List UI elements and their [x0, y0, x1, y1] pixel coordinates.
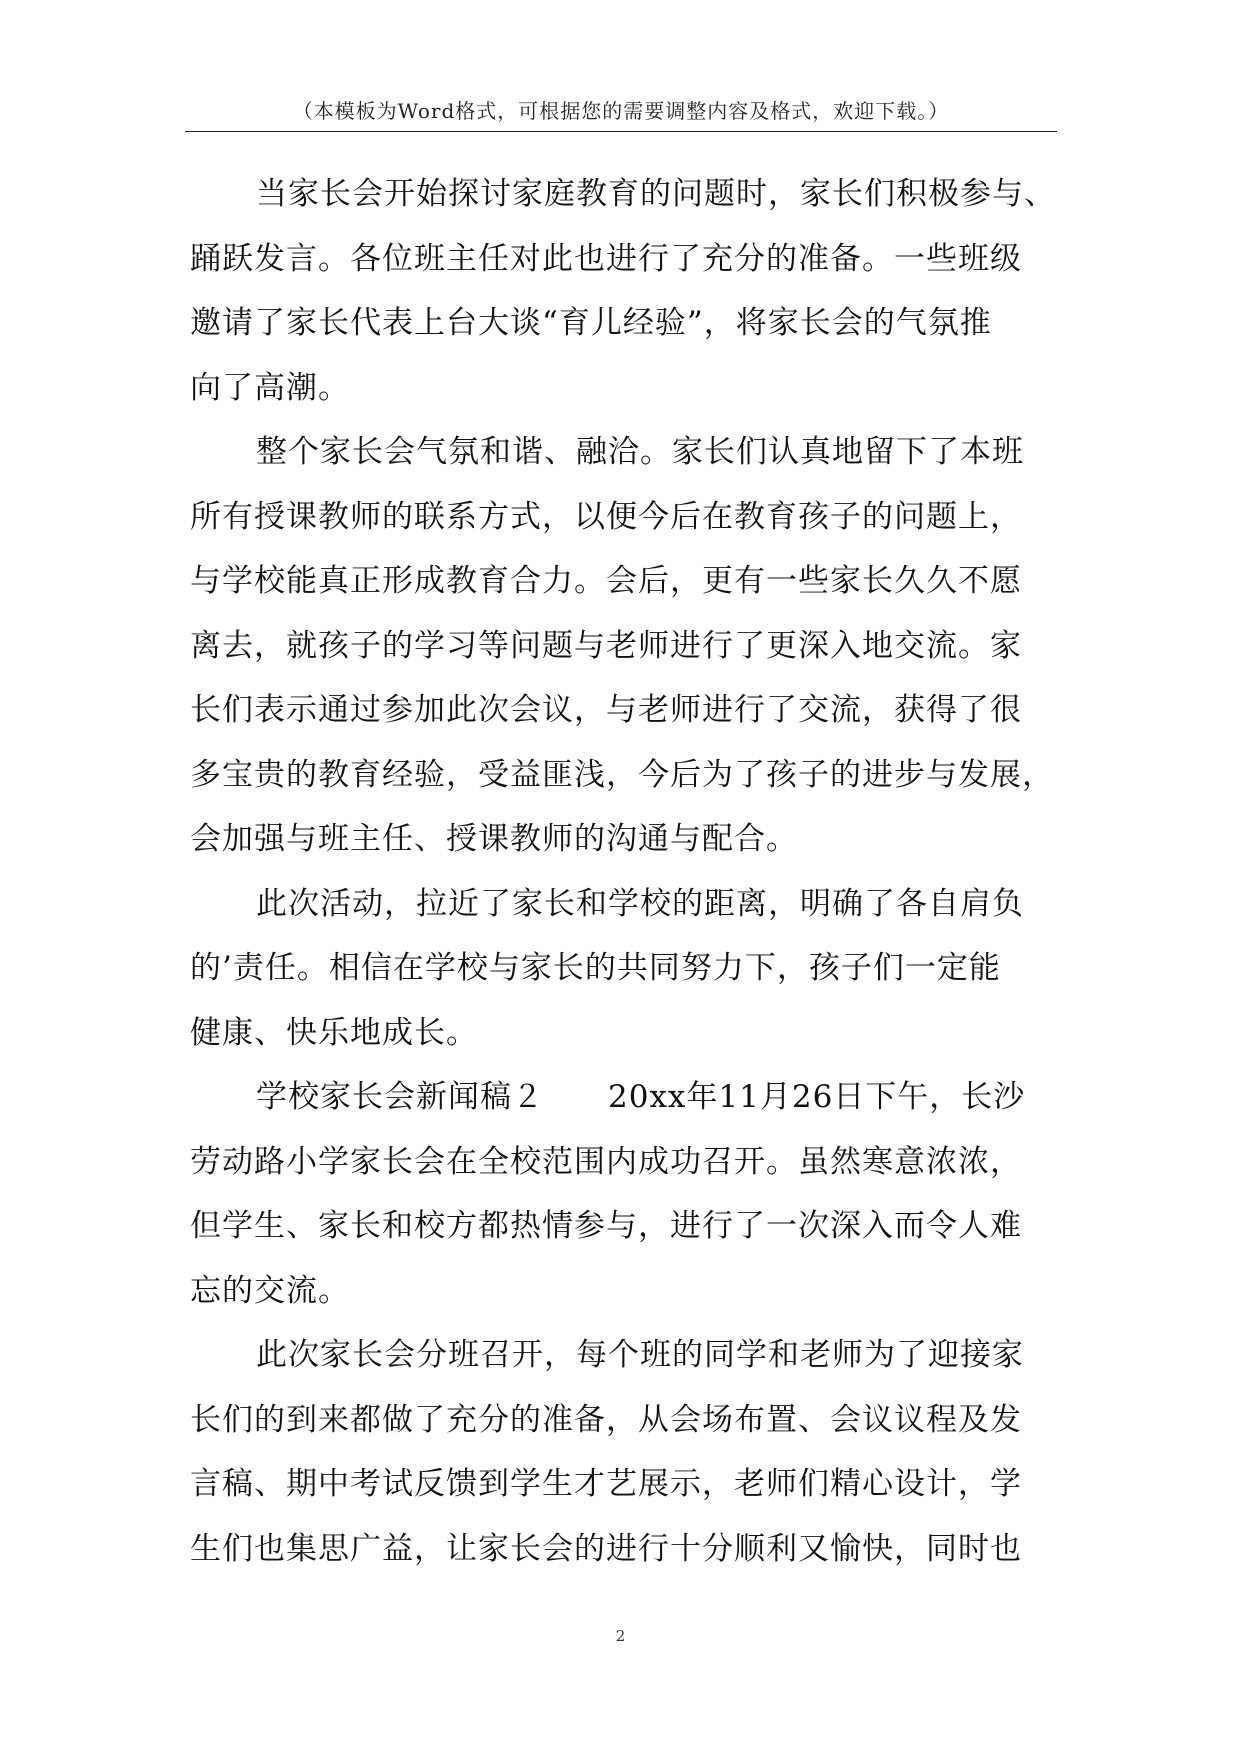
template-notice-header: （本模板为Word格式，可根据您的需要调整内容及格式，欢迎下载。）: [292, 99, 950, 123]
paragraph-line: 但学生、家长和校方都热情参与，进行了一次深入而令人难: [190, 1208, 1022, 1244]
paragraph-line: 忘的交流。: [190, 1272, 350, 1309]
header-divider: [185, 131, 1057, 132]
article-body: [190, 162, 1056, 1581]
page-number: 2: [615, 1627, 626, 1645]
paragraph-line: 向了高潮。: [190, 369, 350, 406]
paragraph-line: 长们的到来都做了充分的准备，从会场布置、会议议程及发: [190, 1401, 1022, 1438]
paragraph-line: 健康、快乐地成长。: [190, 1014, 478, 1051]
paragraph-line: 当家长会开始探讨家庭教育的问题时，家长们积极参与、: [256, 176, 1056, 212]
paragraph-line: 所有授课教师的联系方式，以便今后在教育孩子的问题上，: [190, 498, 1022, 535]
paragraph-line: 踊跃发言。各位班主任对此也进行了充分的准备。一些班级: [190, 240, 1022, 277]
paragraph-line: 此次家长会分班召开，每个班的同学和老师为了迎接家: [256, 1337, 1024, 1373]
paragraph-line: 劳动路小学家长会在全校范围内成功召开。虽然寒意浓浓，: [190, 1143, 1022, 1180]
paragraph-line: 会加强与班主任、授课教师的沟通与配合。: [190, 821, 798, 857]
paragraph-line: 邀请了家长代表上台大谈“育儿经验”，将家长会的气氛推: [190, 305, 992, 341]
paragraph-line: 多宝贵的教育经验，受益匪浅，今后为了孩子的进步与发展，: [190, 756, 1054, 793]
paragraph-line: 离去，就孩子的学习等问题与老师进行了更深入地交流。家: [190, 627, 1022, 664]
paragraph-line: 言稿、期中考试反馈到学生才艺展示，老师们精心设计，学: [190, 1466, 1022, 1502]
paragraph-line: 长们表示通过参加此次会议，与老师进行了交流，获得了很: [190, 692, 1022, 728]
paragraph-line: 生们也集思广益，让家长会的进行十分顺利又愉快，同时也: [190, 1530, 1022, 1567]
paragraph-line: 学校家长会新闻稿２ 20xx年11月26日下午，长沙: [256, 1079, 1026, 1115]
paragraph-line: 整个家长会气氛和谐、融洽。家长们认真地留下了本班: [256, 434, 1024, 470]
paragraph-line: 此次活动，拉近了家长和学校的距离，明确了各自肩负: [256, 885, 1024, 922]
paragraph-line: 的’责任。相信在学校与家长的共同努力下，孩子们一定能: [190, 950, 1001, 986]
paragraph-line: 与学校能真正形成教育合力。会后，更有一些家长久久不愿: [190, 563, 1022, 599]
